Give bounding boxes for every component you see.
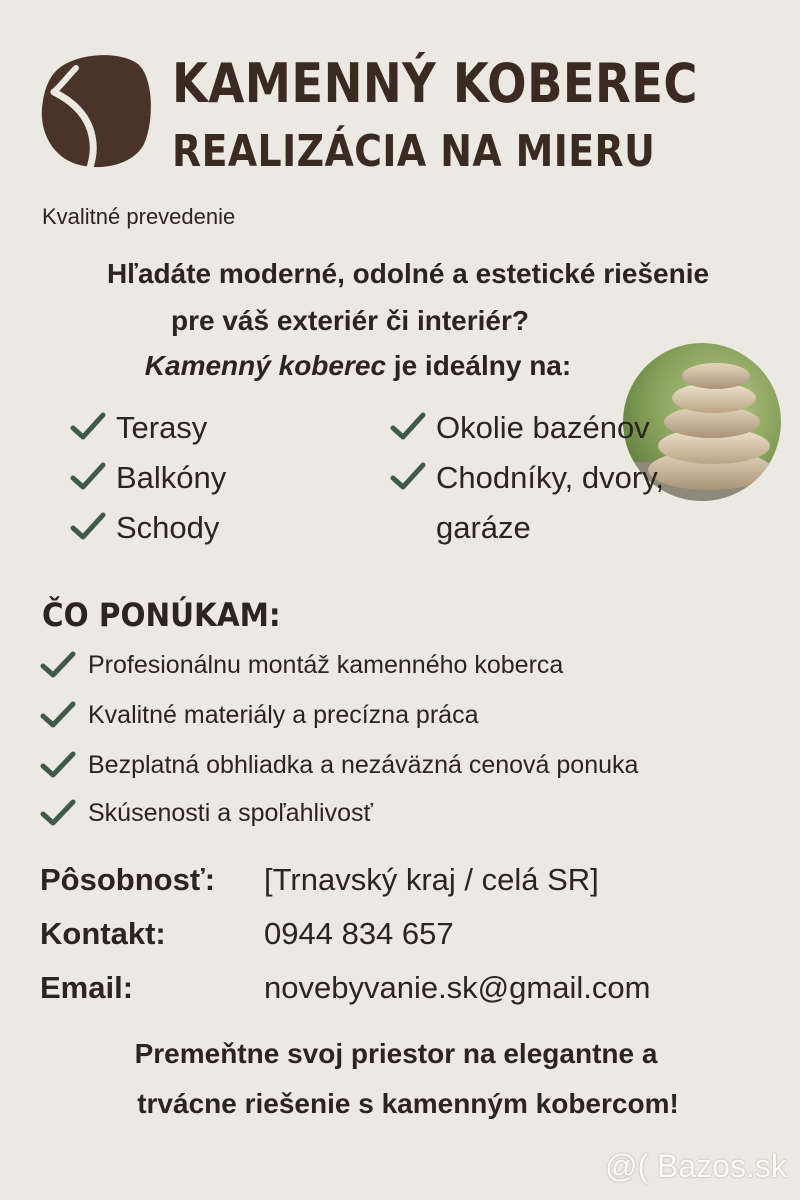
check-icon xyxy=(70,410,106,442)
check-icon xyxy=(40,798,76,828)
use-item-label: Schody xyxy=(116,510,220,545)
use-item-schody xyxy=(70,510,219,546)
use-item-label: Chodníky, dvory, xyxy=(436,460,665,495)
subtitle: Kvalitné prevedenie xyxy=(42,204,236,229)
check-icon xyxy=(70,510,106,542)
check-icon xyxy=(40,650,76,680)
use-item-label: Okolie bazénov xyxy=(436,410,650,445)
area-value: [Trnavský kraj / celá SR] xyxy=(264,862,599,897)
use-item-label: garáze xyxy=(436,510,531,545)
offer-label: Profesionálnu montáž kamenného koberca xyxy=(88,650,564,679)
stone-logo-icon xyxy=(40,52,154,170)
check-icon xyxy=(390,460,426,492)
offer-item xyxy=(40,798,373,828)
use-item-terasy xyxy=(70,410,207,446)
title-line-2: REALIZÁCIA NA MIERU xyxy=(172,126,656,177)
check-icon xyxy=(70,460,106,492)
check-icon xyxy=(40,700,76,730)
offer-label: Kvalitné materiály a precízna práca xyxy=(88,700,479,729)
closing-line-2: trvácne riešenie s kamenným kobercom! xyxy=(137,1088,679,1119)
use-item-label: Balkóny xyxy=(116,460,227,495)
title-line-1: KAMENNÝ KOBEREC xyxy=(172,52,698,115)
offer-label: Bezplatná obhliadka a nezáväzná cenová ponuka xyxy=(88,750,639,779)
phone-label: Kontakt: xyxy=(40,916,166,951)
email-label: Email: xyxy=(40,970,134,1005)
offer-item xyxy=(40,750,638,780)
offers-heading: ČO PONÚKAM: xyxy=(42,596,281,634)
check-icon xyxy=(390,410,426,442)
offer-item xyxy=(40,700,478,730)
email-value[interactable]: novebyvanie.sk@gmail.com xyxy=(264,970,651,1005)
intro-line-2: pre váš exteriér či interiér? xyxy=(171,305,529,336)
use-item-chodniky xyxy=(390,460,664,496)
offer-item xyxy=(40,650,563,680)
check-icon xyxy=(40,750,76,780)
use-item-balkony xyxy=(70,460,226,496)
watermark: @( Bazos.sk xyxy=(605,1148,787,1184)
area-label: Pôsobnosť: xyxy=(40,862,216,897)
offer-label: Skúsenosti a spoľahlivosť xyxy=(88,798,373,827)
intro-emphasis: Kamenný koberec xyxy=(144,350,387,381)
intro-line-1: Hľadáte moderné, odolné a estetické riešenie xyxy=(106,258,710,289)
phone-value[interactable]: 0944 834 657 xyxy=(264,916,454,951)
use-item-garaze xyxy=(436,510,531,546)
closing-line-1: Premeňtne svoj priestor na elegantne a xyxy=(134,1038,658,1069)
use-item-bazen xyxy=(390,410,650,446)
use-item-label: Terasy xyxy=(116,410,208,445)
intro-line-3-rest: je ideálny na: xyxy=(386,350,572,381)
